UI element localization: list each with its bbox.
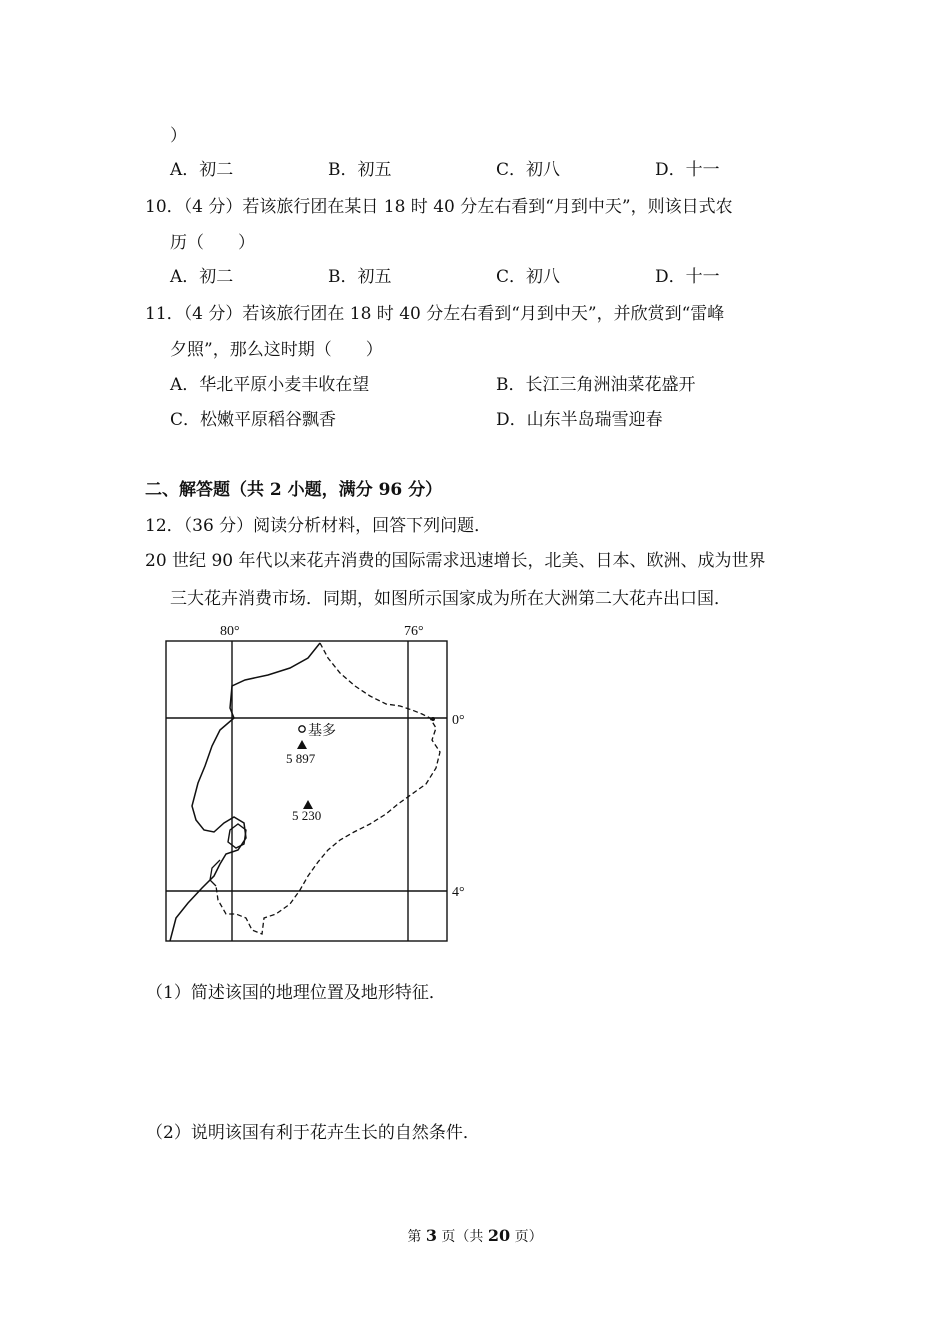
q9-option-a: A．初二 [170,160,234,180]
capital-marker [299,726,305,732]
q10-stem-line1: 10．（4 分）若该旅行团在某日 18 时 40 分左右看到“月到中天”，则该日式农 [145,197,733,217]
page-footer [0,1226,950,1247]
border-point [431,717,435,721]
peak-label-1: 5 897 [286,751,316,766]
q10-option-c: C．初八 [496,267,561,287]
q12-stem: 12．（36 分）阅读分析材料，回答下列问题． [145,516,492,536]
lat-label-0: 0° [452,713,465,728]
footer-suffix: 页） [510,1229,543,1245]
coastline [170,643,320,941]
footer-prefix: 第 [407,1229,426,1245]
map-frame [166,641,447,941]
lon-label-80: 80° [220,624,240,639]
q11-stem-line2: 夕照”，那么这时期（ ） [170,340,383,360]
coastline-island [228,824,246,848]
q11-option-d: D．山东半岛瑞雪迎春 [496,410,663,430]
q10-option-d: D．十一 [655,267,720,287]
q9-option-b: B．初五 [328,160,392,180]
ecuador-map-figure [150,618,490,948]
footer-page-number: 3 [425,1226,437,1245]
q9-bracket-tail: ） [170,126,187,146]
q9-option-d: D．十一 [655,160,720,180]
q12-material-line1: 20 世纪 90 年代以来花卉消费的国际需求迅速增长，北美、日本、欧洲、成为世界 [145,551,766,571]
q10-option-a: A．初二 [170,267,234,287]
footer-middle: 页（共 [436,1229,488,1245]
lat-label-4: 4° [452,885,465,900]
peak-label-2: 5 230 [292,808,322,823]
q9-option-c: C．初八 [496,160,561,180]
section-2-heading: 二、解答题（共 2 小题，满分 96 分） [145,480,443,500]
footer-total-pages: 20 [487,1226,511,1245]
q11-option-a: A．华北平原小麦丰收在望 [170,375,370,395]
q10-stem-line2: 历（ ） [170,233,255,253]
q12-subquestion-1: （1）简述该国的地理位置及地形特征． [146,983,446,1003]
q12-subquestion-2: （2）说明该国有利于花卉生长的自然条件． [146,1123,480,1143]
peak-marker-1 [297,740,307,749]
q11-stem-line1: 11．（4 分）若该旅行团在 18 时 40 分左右看到“月到中天”，并欣赏到“雷峰 [145,304,725,324]
lon-label-76: 76° [404,624,424,639]
capital-label: 基多 [308,724,336,739]
q11-option-c: C．松嫩平原稻谷飘香 [170,410,337,430]
q10-option-b: B．初五 [328,267,392,287]
q11-option-b: B．长江三角洲油菜花盛开 [496,375,696,395]
q12-material-line2: 三大花卉消费市场．同期，如图所示国家成为所在大洲第二大花卉出口国． [170,589,731,609]
